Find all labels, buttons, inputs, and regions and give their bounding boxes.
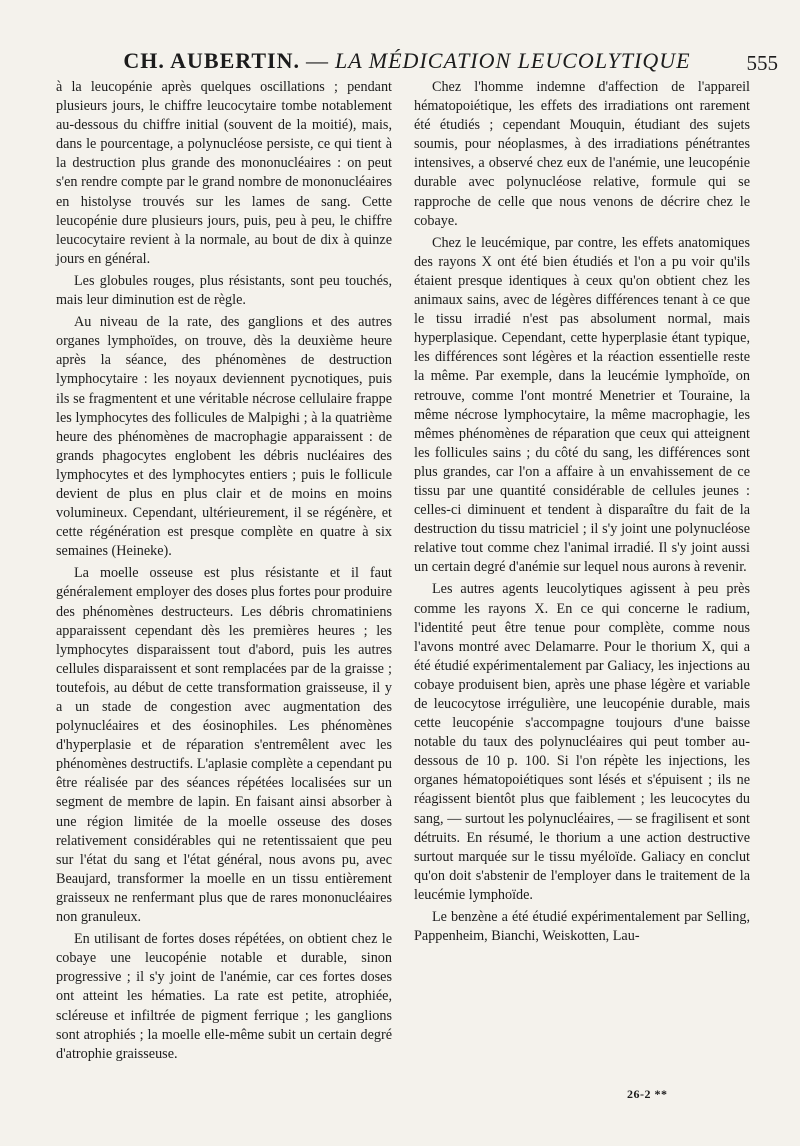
paragraph-3: Au niveau de la rate, des ganglions et des autres organes lymphoïdes, on trouve, dès la deuxième heure après la séance, des phénomènes de destruction lymphocytaire : les noyaux deviennent pycnotiques, puis ils se fragmentent et une véritable nécrose cellulaire frappe les lymphocytes des follicules de Malpighi ; à la quatrième heure des phénomènes de macrophagie apparaissent : de grands phagocytes englobent les débris nucléaires des lymphocytes et des lymphocytes entiers ; puis le follicule devient de plus en plus clair et de moins en moins volumineux. Cependant, ultérieurement, il se régénère, et cette régénération est presque complète en quatre à six semaines (Heineke). [56, 314, 392, 560]
running-head-title: LA MÉDICATION LEUCOLYTIQUE [335, 48, 691, 73]
paragraph-4: La moelle osseuse est plus résistante et il faut généralement employer des doses plus fortes pour produire des phénomènes destructeurs. Les débris chromatiniens apparaissent cependant dès les premières heures ; les lymphocytes disparaissent tout d'abord, puis les autres cellules disparaissent et sont remplacées par de la graisse ; toutefois, au début de cette transformation graisseuse, il y a un stade de congestion avec augmentation des polynucléaires et des éosinophiles. Les phénomènes d'hyperplasie et de réparation s'entremêlent avec les phénomènes destructifs. L'aplasie complète a cependant pu être réalisée par des séances répétées localisées sur un segment de membre de lapin. En faisant ainsi absorber à une région limitée de la moelle osseuse des doses relativement considérables qui ne retentissaient que peu sur l'état du sang et l'état général, nous avons pu, avec Beaujard, transformer la moelle en un tissu entièrement graisseux ne renfermant plus que de rares mononucléaires non granuleux. [56, 565, 392, 926]
running-head [60, 46, 754, 76]
paragraph-2: Les globules rouges, plus résistants, sont peu touchés, mais leur diminution est de règle. [56, 272, 392, 309]
body-text [56, 78, 750, 1078]
paragraph-7: Chez le leucémique, par contre, les effets anatomiques des rayons X ont été bien étudiés et l'on a pu voir qu'ils étaient presque identiques à ceux qu'on obtient chez les animaux sains, avec de légères différences tenant à ce que le tissu irradié n'est pas absolument normal, mais hyperplasique. Cependant, cette hyperplasie étant typique, les différences sont légères et la réaction essentielle reste la même. Par exemple, dans la leucémie lymphoïde, on retrouve, comme l'ont montré Menetrier et Touraine, la même nécrose lymphocytaire, la même macrophagie, les mêmes phénomènes de réparation que ceux qui atteignent les follicules sains ; du côté du sang, les différences sont plus grandes, car l'on a affaire à un envahissement de ce tissu par une quantité considérable de cellules jeunes : celles-ci diminuent et tendent à disparaître du fait de la destruction du tissu matriciel ; il s'y joint une polynucléose relative tout comme chez l'animal irradié. Il s'y joint aussi un certain degré d'anémie sur lequel nous aurons à revenir. [414, 234, 750, 576]
running-head-author: CH. AUBERTIN. [123, 48, 301, 73]
paragraph-5: En utilisant de fortes doses répétées, on obtient chez le cobaye une leucopénie notable et durable, sinon progressive ; il s'y joint de l'anémie, car ces fortes doses ont atteint les hématies. La rate est petite, atrophiée, scléreuse et infiltrée de pigment ferrique ; les ganglions sont atrophiés ; la moelle elle-même subit un certain degré d'atrophie graisseuse. [56, 931, 392, 1062]
paragraph-8: Les autres agents leucolytiques agissent à peu près comme les rayons X. En ce qui concerne le radium, l'identité peut être tenue pour complète, comme nous l'avons montré avec Delamarre. Pour le thorium X, qui a été étudié expérimentalement par Galiacy, les injections au cobaye produisent bien, après une phase légère et variable de leucocytose irrégulière, une leucopénie durable, mais cette leucopénie s'accompagne toujours d'une baisse notable du taux des polynucléaires qui peut tomber au-dessous de 10 p. 100. Si l'on répète les injections, les organes hématopoiétiques sont lésés et s'épuisent ; ils ne réagissent bientôt plus que faiblement ; les leucocytes du sang, — surtout les polynucléaires, — se fragilisent et sont détruits. En résumé, le thorium a une action destructive surtout marquée sur le tissu myéloïde. Galiacy en conclut qu'on doit s'abstenir de l'employer dans le traitement de la leucémie lymphoïde. [414, 581, 750, 903]
paragraph-1: à la leucopénie après quelques oscillations ; pendant plusieurs jours, le chiffre leucocytaire tombe notablement au-dessous du chiffre initial (souvent de la moitié), mais, dans le pourcentage, a polynucléose persiste, ce qui tient à la destruction plus grande des mononucléaires : on peut s'en rendre compte par le grand nombre de mononucléaires en histolyse trouvés sur les lames de sang. Cette leucopénie dure plusieurs jours, puis, peu à peu, le chiffre leucocytaire revient à la normale, au bout de dix à quinze jours en général. [56, 79, 392, 267]
paragraph-9: Le benzène a été étudié expérimentalement par Selling, Pappenheim, Bianchi, Weiskotten, Lau- [414, 909, 750, 945]
running-head-separator: — [306, 48, 330, 73]
paragraph-6: Chez l'homme indemne d'affection de l'appareil hématopoiétique, les effets des irradiations ont rarement été étudiés ; cependant Mouquin, étudiant des sujets soumis, pour néoplasmes, à des irradiations pénétrantes intensives, a observé chez eux de l'anémie, une leucopénie durable avec polynucléose relative, formule qui se rapproche de celle que nous venons de décrire chez le cobaye. [414, 79, 750, 229]
printer-signature: 26-2 ** [627, 1087, 668, 1101]
page-number: 555 [746, 51, 778, 75]
